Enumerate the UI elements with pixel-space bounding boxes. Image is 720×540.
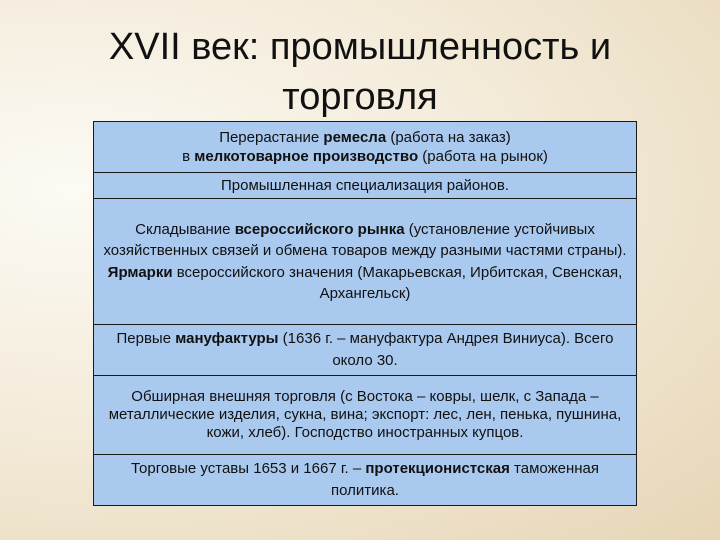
row-text: (работа на заказ) bbox=[386, 129, 511, 146]
table-row bbox=[94, 199, 637, 325]
row-text: всероссийского значения (Макарьевская, Ирбитская, Свенская, Архангельск) bbox=[172, 263, 623, 302]
row-national-market bbox=[94, 199, 637, 325]
row-highlight: мануфактуры bbox=[175, 330, 279, 347]
row-highlight: всероссийского рынка bbox=[234, 220, 405, 238]
row-text: Складывание bbox=[135, 220, 235, 238]
row-highlight: мелкотоварное производство bbox=[194, 148, 419, 165]
table-row bbox=[94, 455, 637, 506]
slide-title-line-1: XVII век: промышленность и bbox=[108, 26, 612, 68]
row-crafts bbox=[94, 122, 637, 173]
table-row bbox=[94, 122, 637, 173]
row-foreign-trade bbox=[94, 376, 637, 455]
row-text: таможенная политика. bbox=[331, 460, 599, 499]
row-text: (установление устойчивых хозяйственных связей и обмена товаров между разными частями страны). bbox=[103, 220, 627, 259]
row-highlight: ремесла bbox=[323, 129, 387, 146]
table-row bbox=[94, 173, 637, 199]
table-row bbox=[94, 325, 637, 376]
row-text: (1636 г. – мануфактура Андрея Виниуса). Всего около 30. bbox=[278, 330, 614, 369]
row-text: (работа на рынок) bbox=[418, 148, 548, 165]
row-text: Первые bbox=[116, 330, 176, 347]
row-highlight: протекционистская bbox=[365, 460, 510, 477]
row-text: Промышленная специализация районов. bbox=[221, 177, 509, 194]
row-text: Перерастание bbox=[219, 129, 324, 146]
row-highlight: Ярмарки bbox=[107, 263, 173, 281]
row-text: в bbox=[182, 148, 195, 165]
row-trade-charters bbox=[94, 455, 637, 506]
table-row bbox=[94, 376, 637, 455]
row-text: Торговые уставы 1653 и 1667 г. – bbox=[131, 460, 366, 477]
slide-title bbox=[40, 22, 680, 122]
row-specialization bbox=[94, 173, 637, 199]
facts-table bbox=[93, 121, 637, 506]
slide-title-line-2: торговля bbox=[282, 76, 438, 118]
row-manufactures bbox=[94, 325, 637, 376]
row-text: Обширная внешняя торговля (с Востока – ковры, шелк, с Запада – металлические изделия, сукна, вина; экспорт: лес, лен, пенька, пушнина, кожи, хлеб). Господство иностранных купцов. bbox=[108, 388, 622, 441]
